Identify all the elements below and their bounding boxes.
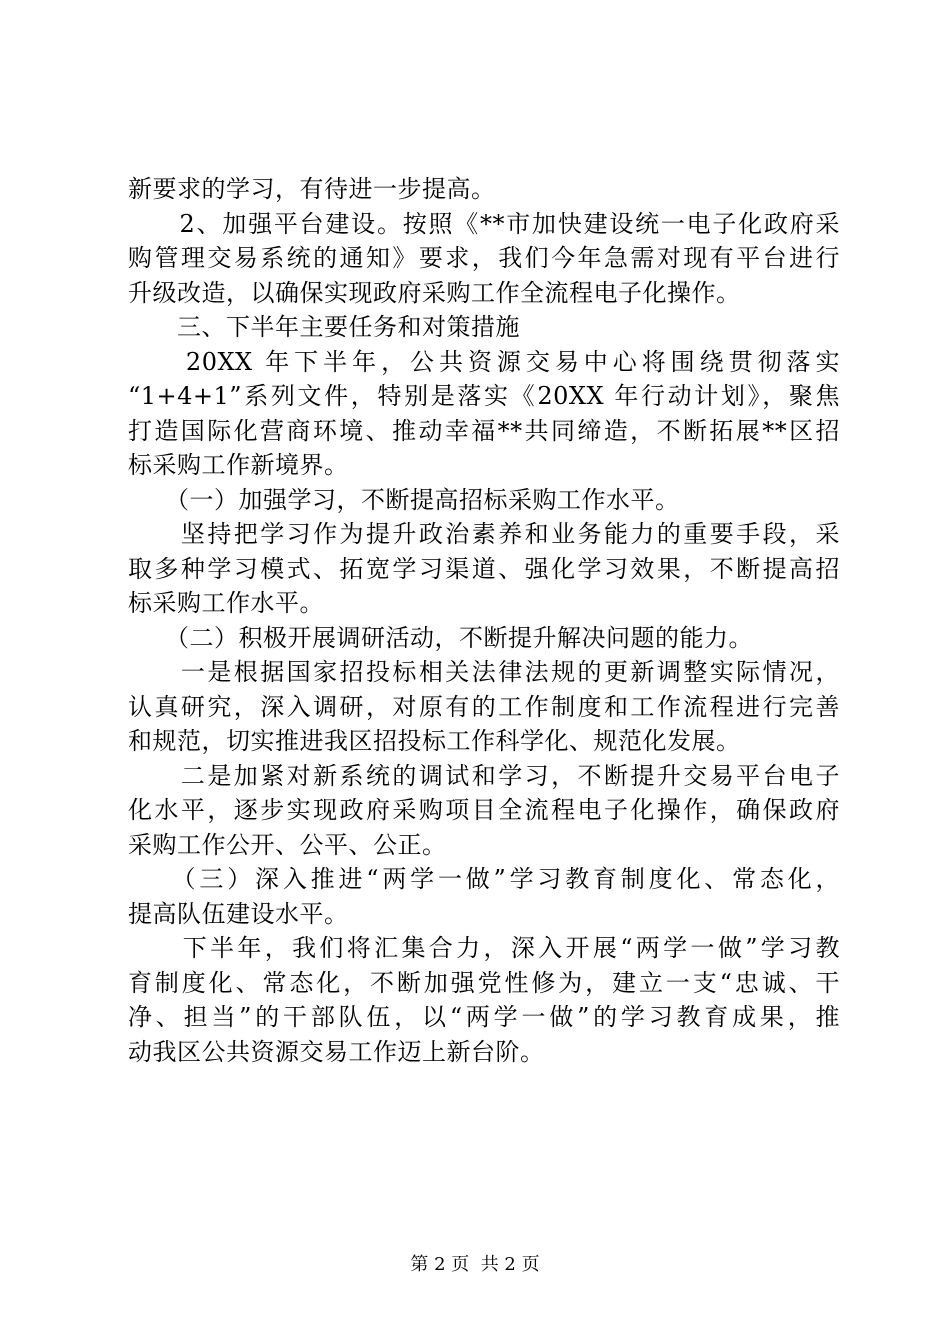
- text-line: 一是根据国家招投标相关法律法规的更新调整实际情况，: [128, 658, 840, 686]
- text-line: 打造国际化营商环境、推动幸福**共同缔造，不断拓展**区招: [128, 416, 840, 445]
- text-line: 20XX 年下半年，公共资源交易中心将围绕贯彻落实: [128, 347, 840, 376]
- text-line: 购管理交易系统的通知》要求，我们今年急需对现有平台进行: [128, 244, 840, 272]
- text-line: 2、加强平台建设。按照《**市加快建设统一电子化政府采: [128, 209, 840, 238]
- page-footer: [0, 1253, 950, 1277]
- text-line: 净、担当”的干部队伍，以“两学一做”的学习教育成果，推: [128, 1003, 840, 1031]
- text-line: 下半年，我们将汇集合力，深入开展“两学一做”学习教: [128, 934, 840, 962]
- page-number: 第 2 页 共 2 页: [410, 1254, 540, 1275]
- document-body: [128, 172, 840, 1069]
- text-line: 化水平，逐步实现政府采购项目全流程电子化操作，确保政府: [128, 796, 840, 824]
- text-line: 取多种学习模式、拓宽学习渠道、强化学习效果，不断提高招: [128, 554, 840, 583]
- section-heading: 三、下半年主要任务和对策措施: [128, 313, 520, 341]
- subsection-heading: （三）深入推进“两学一做”学习教育制度化、常态化，: [128, 865, 840, 893]
- text-line: 标采购工作新境界。: [128, 451, 349, 479]
- text-line: 升级改造，以确保实现政府采购工作全流程电子化操作。: [128, 278, 741, 307]
- text-line: 新要求的学习，有待进一步提高。: [128, 175, 496, 203]
- subsection-heading: 提高队伍建设水平。: [128, 899, 349, 928]
- text-line: 认真研究，深入调研，对原有的工作制度和工作流程进行完善: [128, 692, 840, 721]
- text-line: 二是加紧对新系统的调试和学习，不断提升交易平台电子: [128, 761, 840, 790]
- text-line: 采购工作公开、公平、公正。: [128, 830, 447, 859]
- subsection-heading: （一）加强学习，不断提高招标采购工作水平。: [128, 485, 680, 514]
- text-line: 动我区公共资源交易工作迈上新台阶。: [128, 1037, 545, 1066]
- subsection-heading: （二）积极开展调研活动，不断提升解决问题的能力。: [128, 623, 753, 652]
- text-line: 和规范，切实推进我区招投标工作科学化、规范化发展。: [128, 727, 741, 755]
- text-line: 坚持把学习作为提升政治素养和业务能力的重要手段，采: [128, 520, 840, 548]
- text-line: 标采购工作水平。: [128, 589, 324, 617]
- text-line: 育制度化、常态化，不断加强党性修为，建立一支“忠诚、干: [128, 968, 840, 997]
- text-line: “1+4+1”系列文件，特别是落实《20XX 年行动计划》，聚焦: [128, 382, 840, 410]
